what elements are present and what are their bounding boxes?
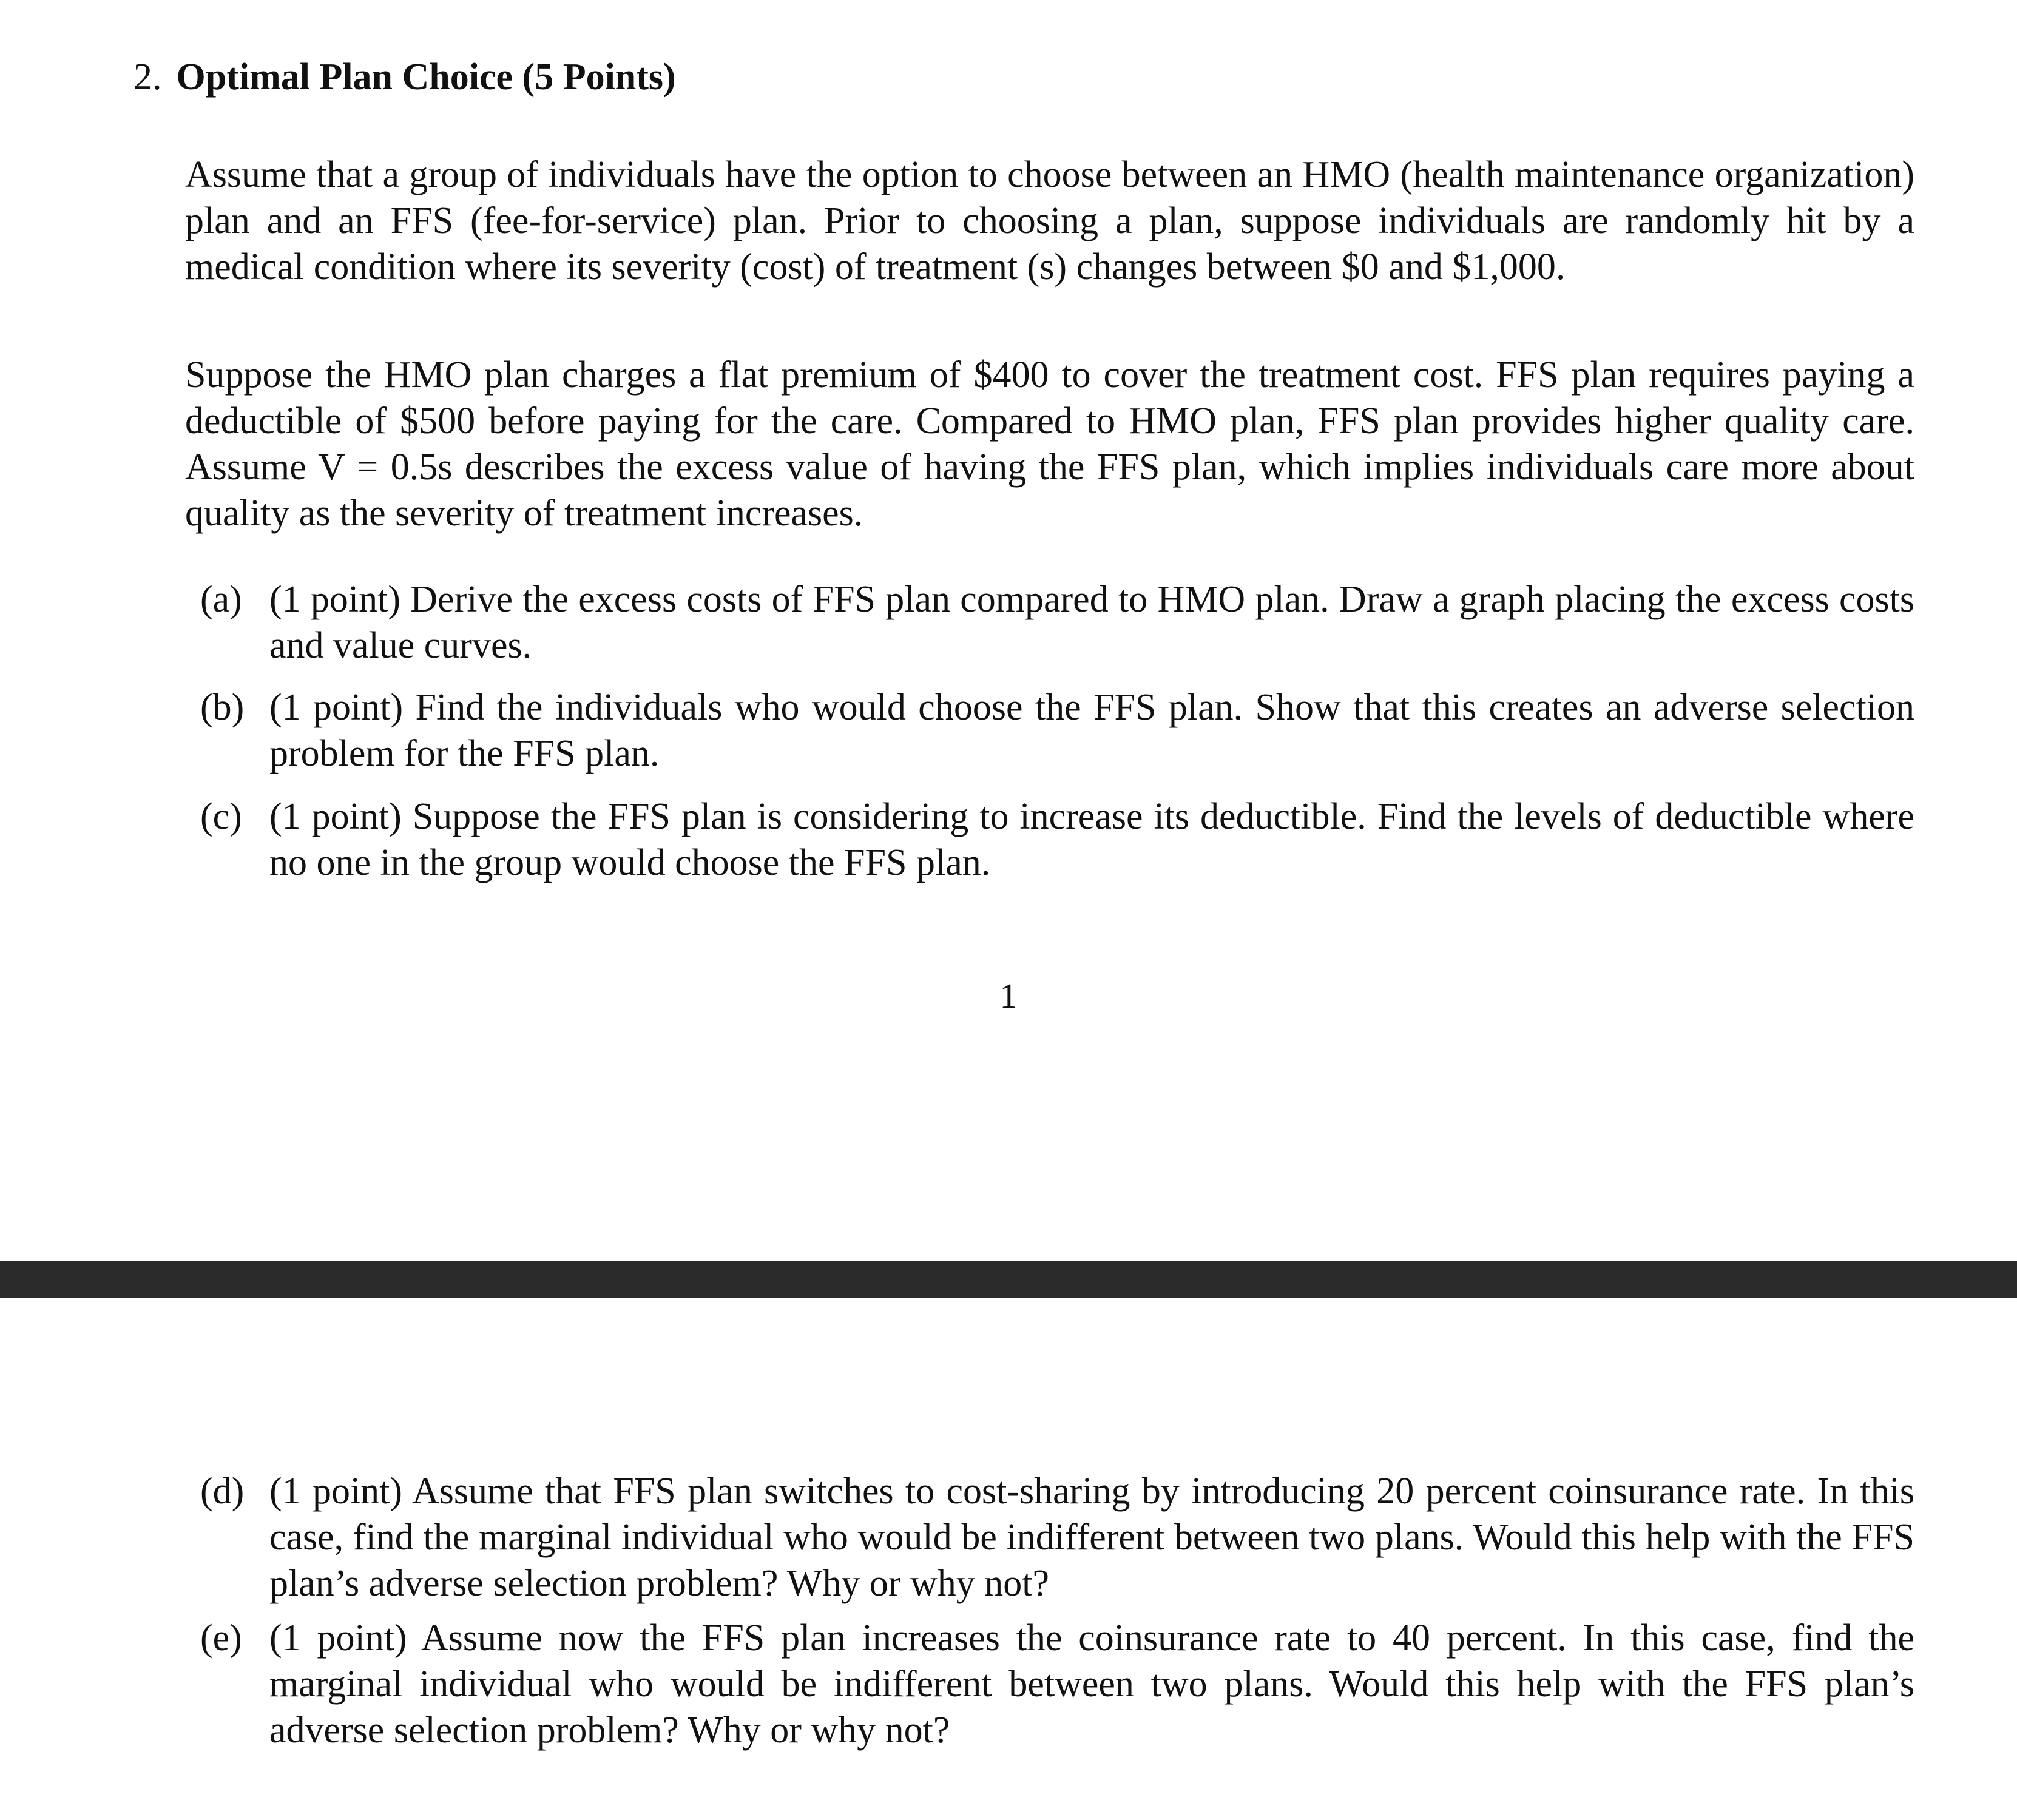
- part-c-label: (c): [200, 796, 242, 837]
- question-heading: [133, 56, 676, 99]
- part-a: [200, 576, 1914, 669]
- question-title: Optimal Plan Choice (5 Points): [176, 56, 676, 98]
- page-separator: [0, 1261, 2017, 1298]
- part-e-text: (1 point) Assume now the FFS plan increases the coinsurance rate to 40 percent. In this case, find the marginal individual who would be indifferent between two plans. Would this help with the FFS plan’s adverse selection problem? Why or why not?: [269, 1617, 1914, 1751]
- intro-paragraph-1: Assume that a group of individuals have the option to choose between an HMO (health maintenance organization) plan and an FFS (fee-for-service) plan. Prior to choosing a plan, suppose individuals are randomly hit by a medical condition where its severity (cost) of treatment (s) changes between $0 and $1,000.: [185, 154, 1914, 288]
- part-b-label: (b): [200, 687, 245, 728]
- part-e: [200, 1615, 1914, 1753]
- page-number: 1: [999, 976, 1018, 1016]
- part-c: [200, 794, 1914, 886]
- part-e-label: (e): [200, 1617, 242, 1659]
- intro-paragraph-2: Suppose the HMO plan charges a flat premium of $400 to cover the treatment cost. FFS plan requires paying a deductible of $500 before paying for the care. Compared to HMO plan, FFS plan provides higher quality care. Assume V = 0.5s describes the excess value of having the FFS plan, which implies individuals care more about quality as the severity of treatment increases.: [185, 354, 1914, 534]
- question-number: 2.: [133, 56, 162, 98]
- part-b: [200, 684, 1914, 777]
- part-c-text: (1 point) Suppose the FFS plan is considering to increase its deductible. Find the levels of deductible where no one in the group would choose the FFS plan.: [269, 796, 1914, 883]
- part-d-text: (1 point) Assume that FFS plan switches to cost-sharing by introducing 20 percent coinsurance rate. In this case, find the marginal individual who would be indifferent between two plans. Would this help with the FFS plan’s adverse selection problem? Why or why not?: [269, 1471, 1914, 1604]
- part-a-text: (1 point) Derive the excess costs of FFS plan compared to HMO plan. Draw a graph placing the excess costs and value curves.: [269, 579, 1914, 666]
- part-d-label: (d): [200, 1471, 245, 1512]
- part-a-label: (a): [200, 579, 242, 620]
- part-d: [200, 1468, 1914, 1606]
- part-b-text: (1 point) Find the individuals who would choose the FFS plan. Show that this creates an adverse selection problem for the FFS plan.: [269, 687, 1914, 774]
